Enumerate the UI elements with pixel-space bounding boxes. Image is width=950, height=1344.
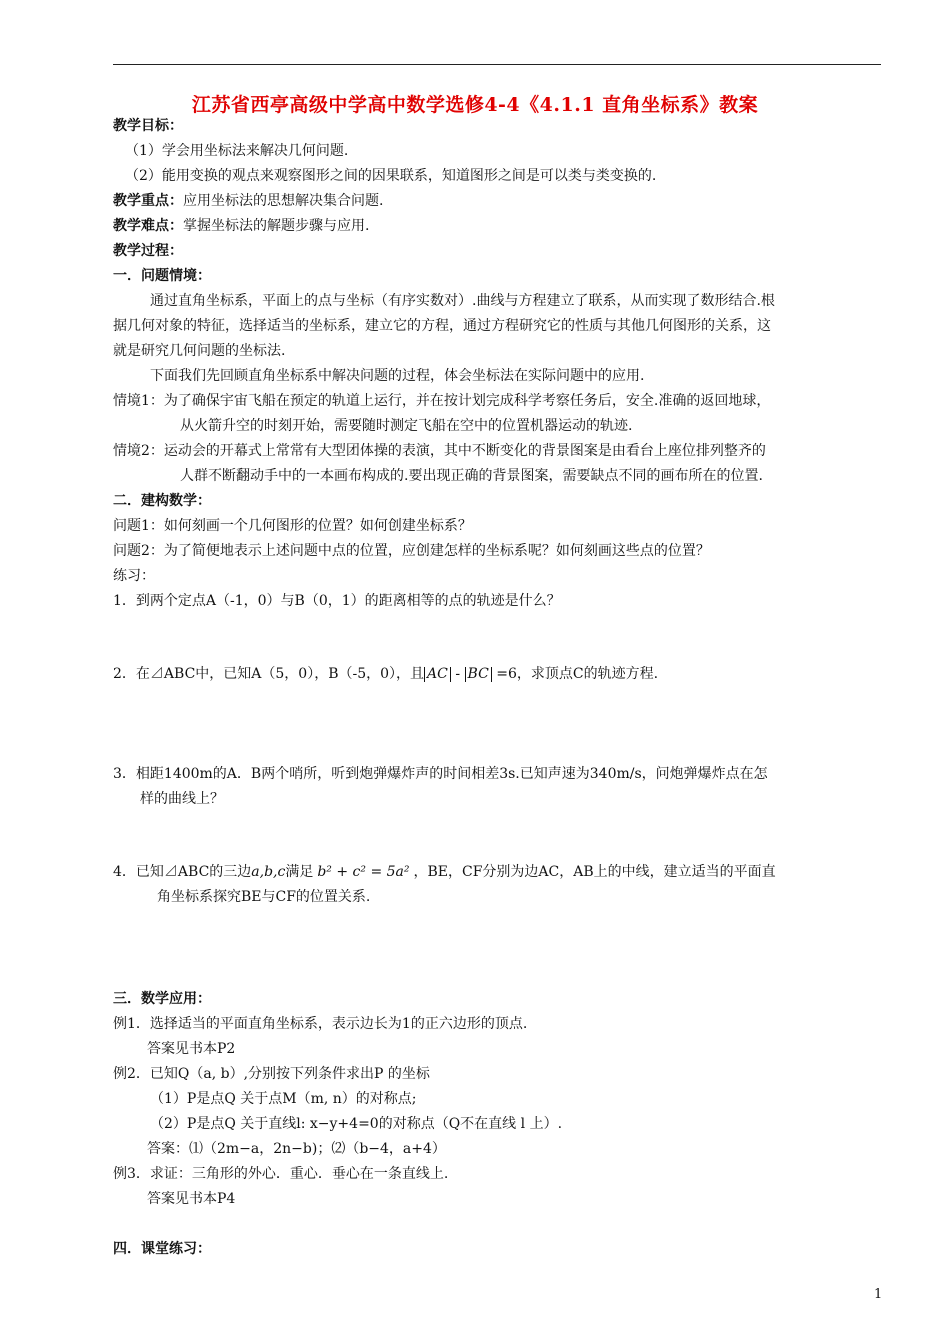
key-point-text: 应用坐标法的思想解决集合问题. [183, 193, 384, 209]
paragraph-line: 下面我们先回顾直角坐标系中解决问题的过程，体会坐标法在实际问题中的应用. [150, 368, 645, 384]
exercise-2 [113, 665, 658, 683]
example-2-part2: （2）P是点Q 关于直线l: x−y+4=0的对称点（Q不在直线 l 上）. [150, 1116, 563, 1132]
example-2-answer: 答案：⑴（2m−a，2n−b)；⑵（b−4，a+4） [147, 1141, 446, 1157]
exercise-4-mid: 满足 [285, 864, 314, 880]
exercise-2-formula [424, 666, 517, 682]
example-1-answer: 答案见书本P2 [147, 1041, 236, 1057]
example-1: 例1．选择适当的平面直角坐标系，表示边长为1的正六边形的顶点. [113, 1016, 528, 1032]
exercise-1: 1．到两个定点A（-1，0）与B（0，1）的距离相等的点的轨迹是什么？ [113, 593, 561, 609]
exercise-3-cont: 样的曲线上？ [140, 791, 224, 807]
example-2-part1: （1）P是点Q 关于点M（m, n）的对称点; [150, 1091, 417, 1107]
exercise-2-text: 2．在⊿ABC中，已知A（5，0），B（-5，0），且 [113, 666, 425, 682]
exercise-4-text: 4．已知⊿ABC的三边 [113, 864, 252, 880]
scene1-line: 从火箭升空的时刻开始，需要随时测定飞船在空中的位置机器运动的轨迹. [180, 418, 633, 434]
exercise-4-vars: a,b,c [251, 864, 286, 880]
section1-heading: 一．问题情境： [113, 268, 211, 284]
paragraph-line: 通过直角坐标系，平面上的点与坐标（有序实数对）.曲线与方程建立了联系，从而实现了数形结合.根 [150, 293, 775, 309]
exercise-4-equation: b² + c² = 5a² [317, 864, 410, 880]
key-point [113, 192, 383, 210]
question-2: 问题2：为了简便地表示上述问题中点的位置，应创建怎样的坐标系呢？如何刻画这些点的位置？ [113, 543, 710, 559]
example-3-answer: 答案见书本P4 [147, 1191, 236, 1207]
header-rule [113, 64, 881, 65]
minus-sign: - [450, 666, 465, 682]
key-point-label: 教学重点： [113, 193, 183, 209]
exercise-3: 3．相距1400m的A．B两个哨所，听到炮弹爆炸声的时间相差3s.已知声速为340m/s，问炮弹爆炸点在怎 [113, 766, 768, 782]
paragraph-line: 据几何对象的特征，选择适当的坐标系，建立它的方程，通过方程研究它的性质与其他几何图形的关系，这 [113, 318, 771, 334]
objectives-heading: 教学目标： [113, 118, 183, 134]
exercise-4-tail: ，BE，CF分别为边AC，AB上的中线，建立适当的平面直 [413, 864, 776, 880]
difficulty-text: 掌握坐标法的解题步骤与应用. [183, 218, 370, 234]
paragraph-line: 就是研究几何问题的坐标法. [113, 343, 286, 359]
objective-item: （2）能用变换的观点来观察图形之间的因果联系，知道图形之间是可以类与类变换的. [125, 168, 657, 184]
example-3: 例3．求证：三角形的外心．重心．垂心在一条直线上. [113, 1166, 449, 1182]
abs-ac: AC [424, 667, 451, 682]
scene2-line: 人群不断翻动手中的一本画布构成的.要出现正确的背景图案，需要缺点不同的画布所在的位置. [180, 468, 763, 484]
exercise-4-cont: 角坐标系探究BE与CF的位置关系. [157, 889, 371, 905]
equals-six: =6 [491, 666, 517, 682]
section2-heading: 二．建构数学： [113, 493, 211, 509]
document-title: 江苏省西亭高级中学高中数学选修4-4《4.1.1 直角坐标系》教案 [191, 94, 759, 116]
difficulty [113, 217, 369, 235]
exercise-2-tail: ，求顶点C的轨迹方程. [516, 666, 659, 682]
question-1: 问题1：如何刻画一个几何图形的位置？如何创建坐标系？ [113, 518, 472, 534]
practice-label: 练习： [113, 568, 155, 584]
section4-heading: 四．课堂练习： [113, 1241, 211, 1257]
objective-item: （1）学会用坐标法来解决几何问题. [125, 143, 349, 159]
scene2-line: 情境2：运动会的开幕式上常常有大型团体操的表演，其中不断变化的背景图案是由看台上座位排列整齐的 [113, 443, 766, 459]
difficulty-label: 教学难点： [113, 218, 183, 234]
scene1-line: 情境1：为了确保宇宙飞船在预定的轨道上运行，并在按计划完成科学考察任务后，安全.准确的返回地球， [113, 393, 771, 409]
exercise-4 [113, 863, 776, 881]
page-number: 1 [874, 1287, 883, 1302]
example-2: 例2．已知Q（a, b）,分别按下列条件求出P 的坐标 [113, 1066, 430, 1082]
process-heading: 教学过程： [113, 243, 183, 259]
abs-bc: BC [465, 667, 492, 682]
section3-heading: 三．数学应用： [113, 991, 211, 1007]
